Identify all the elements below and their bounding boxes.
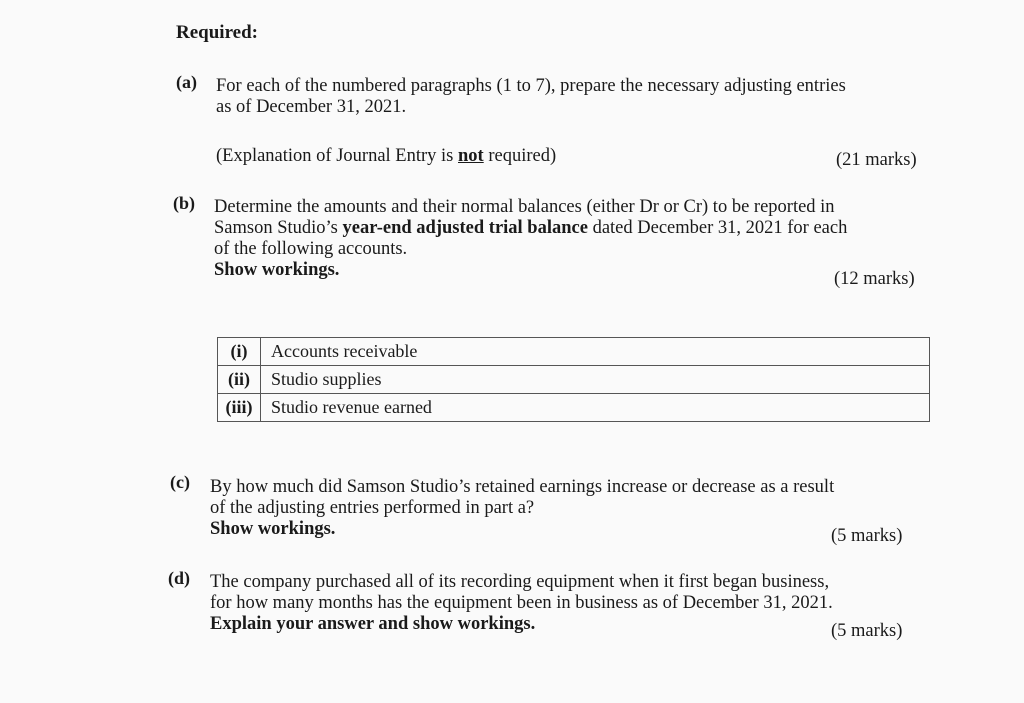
account-name: Studio supplies [261, 366, 930, 394]
part-d-text [210, 572, 833, 635]
account-name: Accounts receivable [261, 338, 930, 366]
part-a-marks: (21 marks) [836, 150, 917, 170]
part-a-line-1: For each of the numbered paragraphs (1 to 7), prepare the necessary adjusting entries [216, 76, 846, 96]
part-c-marks: (5 marks) [831, 526, 903, 546]
part-d-label: (d) [168, 568, 190, 588]
part-d-line-1: The company purchased all of its recording equipment when it first began business, [210, 572, 830, 592]
part-b-line-2 [214, 218, 847, 239]
part-c-text [210, 477, 834, 540]
part-d-line-2: for how many months has the equipment been in business as of December 31, 2021. [210, 593, 833, 613]
table-row [218, 366, 930, 394]
part-d-marks: (5 marks) [831, 621, 903, 641]
part-b-line-2-post: dated December 31, 2021 for each [587, 218, 848, 238]
part-b-line-2-bold: year-end adjusted trial balance [342, 218, 588, 238]
part-b-line-3: of the following accounts. [214, 239, 408, 259]
accounts-table [217, 337, 930, 422]
account-name: Studio revenue earned [261, 394, 930, 422]
part-c-label: (c) [170, 472, 190, 492]
part-b-line-2-pre: Samson Studio’s [214, 218, 343, 238]
table-row [218, 394, 930, 422]
part-a-note-emphasis: not [458, 146, 484, 166]
part-a-note [216, 146, 556, 167]
part-b-marks: (12 marks) [834, 269, 915, 289]
required-heading: Required: [176, 22, 258, 43]
account-number: (i) [218, 338, 261, 366]
part-c-show-workings: Show workings. [210, 519, 336, 539]
account-number: (ii) [218, 366, 261, 394]
part-a-note-post: required) [483, 146, 557, 166]
part-b-label: (b) [173, 193, 195, 213]
part-b-line-1: Determine the amounts and their normal balances (either Dr or Cr) to be reported in [214, 197, 835, 217]
part-a-line-2: as of December 31, 2021. [216, 97, 407, 117]
part-a-note-pre: (Explanation of Journal Entry is [216, 146, 458, 166]
part-c-line-1: By how much did Samson Studio’s retained earnings increase or decrease as a result [210, 477, 835, 497]
part-a-label: (a) [176, 72, 197, 92]
account-number: (iii) [218, 394, 261, 422]
part-b-show-workings: Show workings. [214, 260, 340, 280]
part-b-text [214, 197, 847, 281]
part-a-text [216, 76, 846, 118]
part-c-line-2: of the adjusting entries performed in part a? [210, 498, 535, 518]
part-d-instructions: Explain your answer and show workings. [210, 614, 536, 634]
table-row [218, 338, 930, 366]
